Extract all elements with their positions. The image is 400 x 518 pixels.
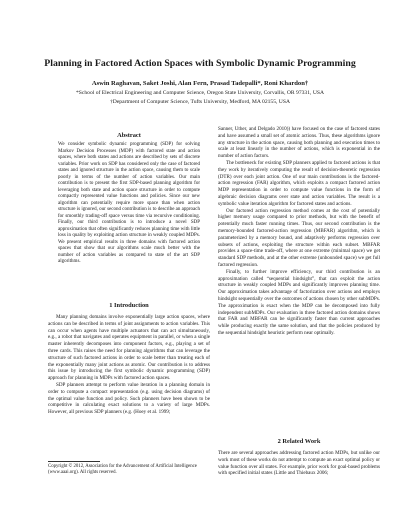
- intro-paragraph-1: Many planning domains involve exponentially large action spaces, where actions can be described in terms of joint assignments to action variables. This can occur when agents have multiple actuators that can act simultaneously, e.g., a robot that navigates and operates equipment in parallel, or when a single master inherently decomposes into component factors, e.g., playing a set of three cards. This raises the need for planning algorithms that can leverage the structure of such factored actions in order to scale better than treating each of the exponentially many joint actions as atomic. Our contribution is to address this issue by introducing the first symbolic dynamic programming (SDP) approach for planning in MDPs with factored action spaces.: [48, 314, 210, 382]
- right-column-body: [218, 126, 380, 337]
- related-paragraph-1: There are several approaches addressing factored action MDPs, but unlike our work most of these works do not attempt to compute an exact optimal policy or value function over all states. For example, prior work for goal-based problems with specified initial states (Little and Thiebaux 2006;: [218, 450, 380, 477]
- paper-title: Planning in Factored Action Spaces with Symbolic Dynamic Programming: [44, 58, 356, 69]
- right-paragraph-4: Finally, to further improve efficiency, our third contribution is an approximation called “sequential hindsight”, that can exploit the action structure in weakly coupled MDPs and significantly improves planning time. Our approximation takes advantage of factorization over actions and employs hindsight sequentially over the outcomes of actions chosen by other subMDPs. The approximation is exact when the MDP can be decomposed into fully independent subMDPs. Our evaluation in three factored action domains shows that FAR and MBFAR can be significantly faster than current approaches while producing exactly the same solution, and that the policies produced by the sequential hindsight heuristic perform near optimally.: [218, 268, 380, 336]
- copyright-rule: [48, 461, 100, 462]
- affiliation-1: *School of Electrical Engineering and Computer Science, Oregon State University, Corvallis, OR 97331, USA: [75, 90, 325, 96]
- abstract-heading: Abstract: [117, 132, 141, 139]
- paper-authors: Aswin Raghavan, Saket Joshi, Alan Fern, Prasad Tadepalli*, Roni Khardon†: [91, 80, 309, 87]
- right-paragraph-3: Our factored action regression method comes at the cost of potentially higher memory usage compared to prior methods, but with the benefit of potentially much faster running times. Thus, our second contribution is the memory-bounded factored-action regression (MBFAR) algorithm, which is parameterized by a memory bound, and adaptively performs regression over subsets of actions, exploiting the structure within each subset. MBFAR provides a space-time trade-off, where at one extreme (minimal space) we get standard SDP methods, and at the other extreme (unbounded space) we get full factored regression.: [218, 207, 380, 268]
- intro-paragraph-2: SDP planners attempt to perform value iteration in a planning domain in order to compute a compact representation (e.g. using decision diagrams) of the optimal value function and policy. Such planners have been shown to be competitive in calculating exact solutions to a variety of large MDPs. However, all previous SDP planners (e.g. (Hoey et al. 1999;: [48, 381, 210, 416]
- copyright-notice: Copyright © 2012, Association for the Advancement of Artificial Intelligence (www.aaai.org). All rights reserved.: [48, 464, 197, 475]
- right-paragraph-1: Sanner, Uther, and Delgado 2010)) have focused on the case of factored states and have assumed a small set of atomic actions. Thus, these algorithms ignore any structure in the action space, causing both planning and execution times to scale at least linearly in the number of actions, which is exponential in the number of action factors.: [218, 126, 380, 160]
- related-work-heading: 2 Related Work: [277, 438, 321, 445]
- right-paragraph-2: The bottleneck for existing SDP planners applied to factored actions is that they work by iteratively computing the result of decision-theoretic regression (DTR) over each joint action. One of our main contributions is the factored-action regression (FAR) algorithm, which exploits a compact factored action MDP representation in order to compute value functions in the form of algebraic decision diagrams over state and action variables. The result is a symbolic value iteration algorithm for factored states and actions.: [218, 159, 380, 207]
- related-work-body: [218, 450, 380, 477]
- affiliation-2: †Department of Computer Science, Tufts University, Medford, MA 02155, USA: [109, 99, 291, 105]
- intro-heading: 1 Introduction: [109, 302, 149, 309]
- abstract-body: We consider symbolic dynamic programming (SDP) for solving Markov Decision Processes (MDP) with factored state and action spaces, where both states and actions are described by sets of discrete variables. Prior work on SDP has considered only the case of factored states and ignored structure in the action space, causing them to scale poorly in terms of the number of action variables. Our main contribution is to present the first SDP-based planning algorithm for leveraging both state and action space structure in order to compute compactly represented value functions and policies. Since our new algorithm can potentially require more space than when action structure is ignored, our second contribution is to describe an approach for smoothly trading-off space versus time via recursive conditioning. Finally, our third contribution is to introduce a novel SDP approximation that often significantly reduces planning time with little loss in quality by exploiting action structure in weakly coupled MDPs. We present empirical results in three domains with factored action spaces that show that our algorithms scale much better with the number of action variables as compared to state of the art SDP algorithms.: [58, 142, 200, 264]
- intro-body: [48, 314, 210, 416]
